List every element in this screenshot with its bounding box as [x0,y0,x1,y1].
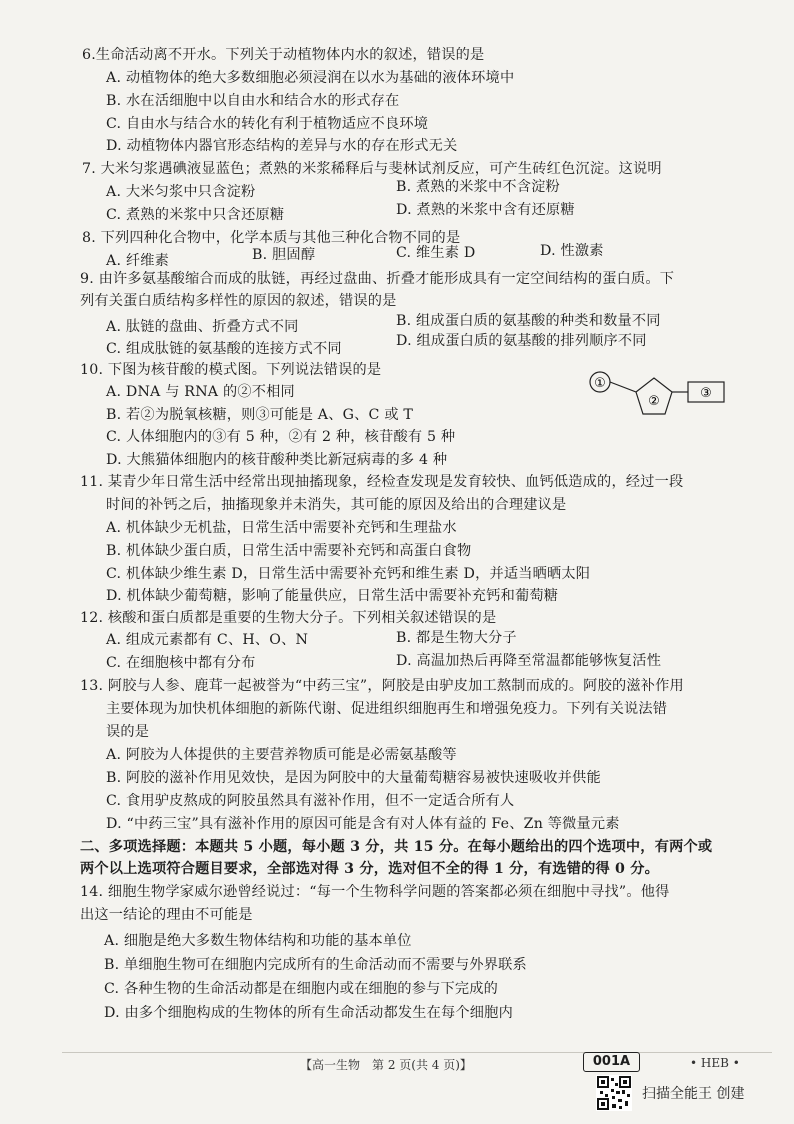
q12-option-b: B. 都是生物大分子 [396,630,517,646]
q14-stem-line1: 14. 细胞生物学家威尔逊曾经说过：“每一个生物科学问题的答案都必须在细胞中寻找”。他得 [80,884,670,900]
q13-option-c: C. 食用驴皮熬成的阿胶虽然具有滋补作用，但不一定适合所有人 [106,793,515,809]
q13-stem-line1: 13. 阿胶与人参、鹿茸一起被誉为“中药三宝”，阿胶是由驴皮加工熬制而成的。阿胶的滋补作用 [80,678,684,694]
q11-option-d: D. 机体缺少葡萄糖，影响了能量供应，日常生活中需要补充钙和葡萄糖 [106,588,559,604]
label-pentose: ② [648,394,660,409]
q8-option-a: A. 纤维素 [106,253,170,269]
q14-option-a: A. 细胞是绝大多数生物体结构和功能的基本单位 [104,933,412,949]
q11-stem-line1: 11. 某青少年日常生活中经常出现抽搐现象，经检查发现是发育较快、血钙低造成的，经过一段 [80,474,684,490]
q9-option-d: D. 组成蛋白质的氨基酸的排列顺序不同 [396,333,647,349]
q9-stem-line2: 列有关蛋白质结构多样性的原因的叙述，错误的是 [80,293,397,309]
q9-stem-line1: 9. 由许多氨基酸缩合而成的肽链，再经过盘曲、折叠才能形成具有一定空间结构的蛋白质。下 [80,271,675,287]
q8-option-d: D. 性激素 [540,243,604,259]
nucleotide-diagram [588,370,728,420]
q14-option-b: B. 单细胞生物可在细胞内完成所有的生命活动而不需要与外界联系 [104,957,527,973]
section2-heading-line2: 两个以上选项符合题目要求，全部选对得 3 分，选对但不全的得 1 分，有选错的得 0 分。 [80,861,660,877]
q6-option-d: D. 动植物体内器官形态结构的差异与水的存在形式无关 [106,138,458,154]
scanner-watermark [596,1075,786,1115]
q13-option-d: D. “中药三宝”具有滋补作用的原因可能是含有对人体有益的 Fe、Zn 等微量元素 [106,816,620,832]
q13-option-b: B. 阿胶的滋补作用见效快，是因为阿胶中的大量葡萄糖容易被快速吸收并供能 [106,770,601,786]
q11-stem-line2: 时间的补钙之后，抽搐现象并未消失，其可能的原因及给出的合理建议是 [106,497,567,513]
q10-option-b: B. 若②为脱氧核糖，则③可能是 A、G、C 或 T [106,407,414,423]
q14-option-d: D. 由多个细胞构成的生物体的所有生命活动都发生在每个细胞内 [104,1005,513,1021]
q7-stem: 7. 大米匀浆遇碘液显蓝色；煮熟的米浆稀释后与斐林试剂反应，可产生砖红色沉淀。这说明 [82,161,662,177]
label-phosphate: ① [594,376,606,391]
label-base: ③ [700,386,712,401]
q12-stem: 12. 核酸和蛋白质都是重要的生物大分子。下列相关叙述错误的是 [80,610,497,626]
q6-option-b: B. 水在活细胞中以自由水和结合水的形式存在 [106,93,400,109]
q10-option-d: D. 大熊猫体细胞内的核苷酸种类比新冠病毒的多 4 种 [106,452,448,468]
q12-option-d: D. 高温加热后再降至常温都能够恢复活性 [396,653,662,669]
q8-option-c: C. 维生素 D [396,245,476,261]
q10-stem: 10. 下图为核苷酸的模式图。下列说法错误的是 [80,362,382,378]
qr-code-icon [596,1075,632,1111]
q8-stem: 8. 下列四种化合物中，化学本质与其他三种化合物不同的是 [82,230,461,246]
footer-page-label: 【高一生物 第 2 页(共 4 页)】 [300,1058,472,1072]
q9-option-a: A. 肽链的盘曲、折叠方式不同 [106,319,299,335]
q7-option-b: B. 煮熟的米浆中不含淀粉 [396,179,560,195]
footer-divider [62,1052,772,1053]
q7-option-c: C. 煮熟的米浆中只含还原糖 [106,207,285,223]
q8-option-b: B. 胆固醇 [252,247,316,263]
q12-option-a: A. 组成元素都有 C、H、O、N [106,632,309,648]
q13-stem-line2: 主要体现为加快机体细胞的新陈代谢、促进组织细胞再生和增强免疫力。下列有关说法错 [106,701,668,717]
q6-option-c: C. 自由水与结合水的转化有利于植物适应不良环境 [106,116,429,132]
footer-code-badge: 001A [583,1052,640,1072]
q13-option-a: A. 阿胶为人体提供的主要营养物质可能是必需氨基酸等 [106,747,457,763]
q9-option-b: B. 组成蛋白质的氨基酸的种类和数量不同 [396,313,661,329]
q7-option-d: D. 煮熟的米浆中含有还原糖 [396,202,575,218]
q11-option-b: B. 机体缺少蛋白质，日常生活中需要补充钙和高蛋白食物 [106,543,472,559]
q11-option-c: C. 机体缺少维生素 D，日常生活中需要补充钙和维生素 D，并适当晒晒太阳 [106,566,591,582]
q7-option-a: A. 大米匀浆中只含淀粉 [106,184,256,200]
q12-option-c: C. 在细胞核中都有分布 [106,655,256,671]
q14-stem-line2: 出这一结论的理由不可能是 [80,907,253,923]
footer-series: • HEB • [690,1056,740,1070]
q14-option-c: C. 各种生物的生命活动都是在细胞内或在细胞的参与下完成的 [104,981,499,997]
q6-stem: 6.生命活动离不开水。下列关于动植物体内水的叙述，错误的是 [82,47,485,63]
q11-option-a: A. 机体缺少无机盐，日常生活中需要补充钙和生理盐水 [106,520,457,536]
section2-heading-line1: 二、多项选择题：本题共 5 小题，每小题 3 分，共 15 分。在每小题给出的四个选项中，有两个或 [80,839,713,855]
q6-option-a: A. 动植物体的绝大多数细胞必须浸润在以水为基础的液体环境中 [106,70,515,86]
q10-option-a: A. DNA 与 RNA 的②不相同 [106,384,295,400]
q10-option-c: C. 人体细胞内的③有 5 种，②有 2 种，核苷酸有 5 种 [106,429,456,445]
q9-option-c: C. 组成肽链的氨基酸的连接方式不同 [106,341,342,357]
q13-stem-line3: 误的是 [106,724,150,740]
scanner-credit: 扫描全能王 创建 [642,1086,745,1102]
